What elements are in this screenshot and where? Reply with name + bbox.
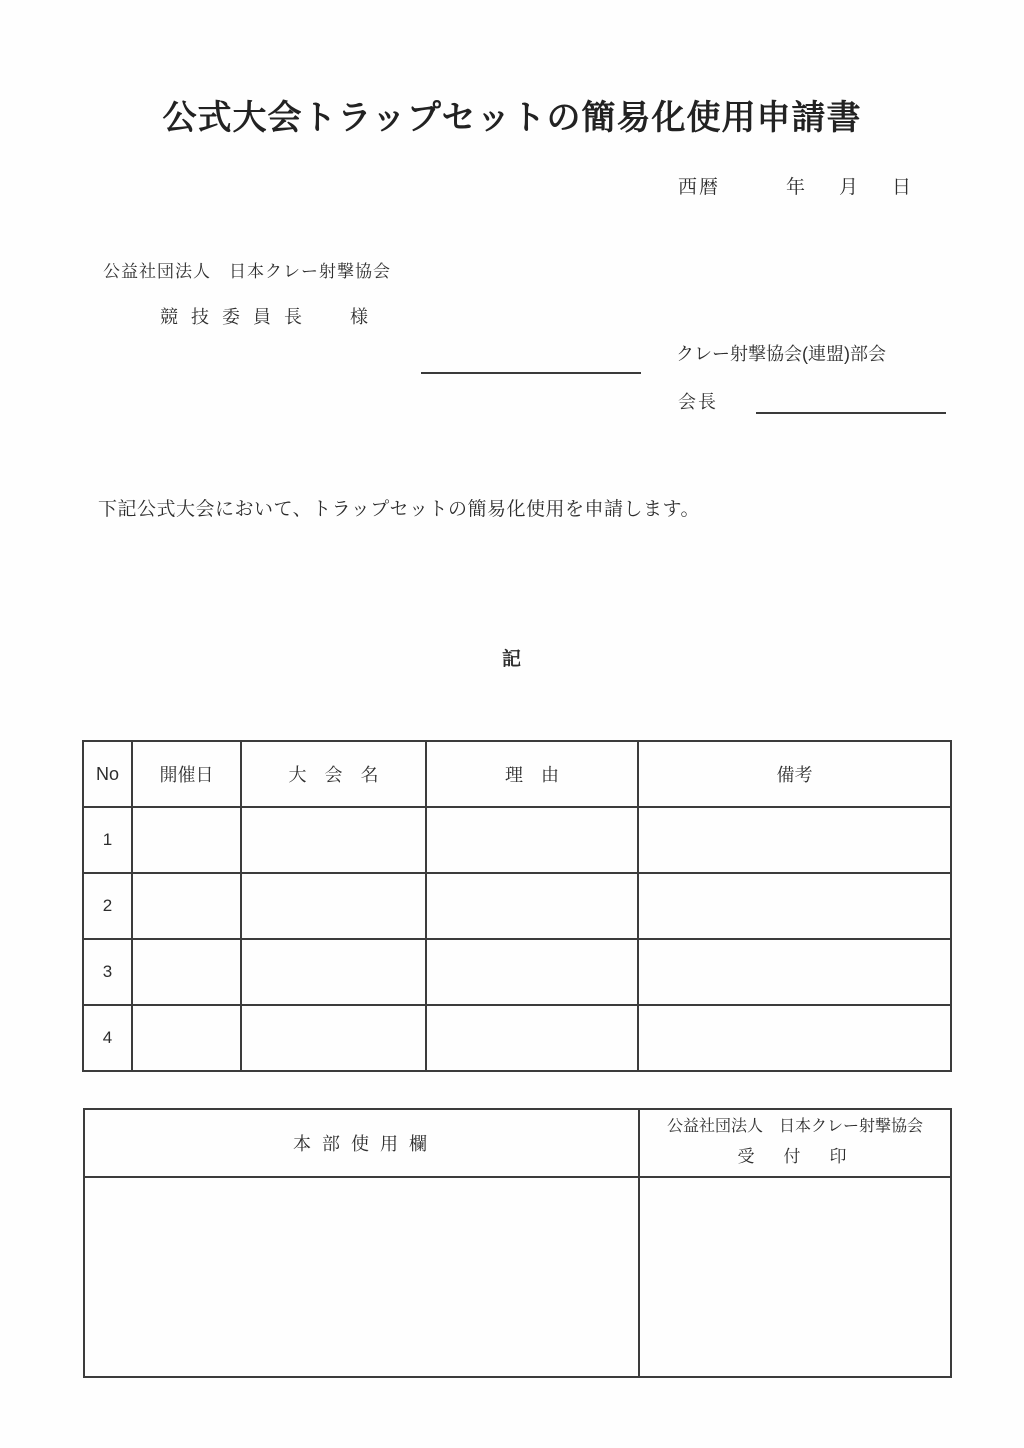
table-row xyxy=(83,1005,951,1071)
header-reason: 理 由 xyxy=(426,741,638,807)
header-date: 開催日 xyxy=(132,741,241,807)
reason-cell-empty xyxy=(426,807,638,873)
reason-cell-empty xyxy=(426,939,638,1005)
date-line xyxy=(678,172,913,199)
chairman-signature-line xyxy=(756,386,946,414)
date-cell-empty xyxy=(132,873,241,939)
competition-name-cell-empty xyxy=(241,1005,426,1071)
table-row xyxy=(83,807,951,873)
year-label: 年 xyxy=(786,177,808,198)
table-row xyxy=(83,873,951,939)
office-table-body-row xyxy=(84,1177,951,1377)
chairman-label: 会長 xyxy=(678,392,718,412)
reception-stamp-label: 受 付 印 xyxy=(737,1147,853,1167)
reception-stamp-org: 公益社団法人 日本クレー射撃協会 xyxy=(666,1118,923,1136)
recipient-organization: 公益社団法人 日本クレー射撃協会 xyxy=(103,262,391,281)
remarks-cell-empty xyxy=(638,1005,951,1071)
reason-cell-empty xyxy=(426,1005,638,1071)
office-use-area-empty xyxy=(84,1177,639,1377)
competition-name-cell-empty xyxy=(241,939,426,1005)
date-cell-empty xyxy=(132,1005,241,1071)
row-number: 4 xyxy=(83,1005,132,1071)
document-title: 公式大会トラップセットの簡易化使用申請書 xyxy=(162,99,862,137)
row-number: 2 xyxy=(83,873,132,939)
row-number: 1 xyxy=(83,807,132,873)
table-row xyxy=(83,939,951,1005)
month-label: 月 xyxy=(839,177,861,198)
application-statement: 下記公式大会において、トラップセットの簡易化使用を申請します。 xyxy=(98,499,701,520)
row-number: 3 xyxy=(83,939,132,1005)
header-no: No xyxy=(83,741,132,807)
remarks-cell-empty xyxy=(638,939,951,1005)
reason-cell-empty xyxy=(426,873,638,939)
date-cell-empty xyxy=(132,939,241,1005)
remarks-cell-empty xyxy=(638,807,951,873)
header-remarks: 備考 xyxy=(638,741,951,807)
header-competition-name: 大 会 名 xyxy=(241,741,426,807)
applicant-group-label: クレー射撃協会(連盟)部会 xyxy=(676,344,886,364)
applicant-group-blank-line xyxy=(421,346,641,374)
competition-table xyxy=(82,740,952,1072)
era-label: 西暦 xyxy=(678,177,721,198)
office-table-header-row xyxy=(84,1109,951,1177)
competition-table-header-row xyxy=(83,741,951,807)
reception-stamp-area-empty xyxy=(639,1177,951,1377)
competition-name-cell-empty xyxy=(241,873,426,939)
office-use-header: 本 部 使 用 欄 xyxy=(84,1109,639,1177)
recipient-addressee: 競 技 委 員 長 様 xyxy=(160,307,373,327)
office-use-table xyxy=(83,1108,952,1378)
note-mark: 記 xyxy=(501,649,522,670)
reception-stamp-header xyxy=(639,1109,951,1177)
day-label: 日 xyxy=(892,177,914,198)
date-cell-empty xyxy=(132,807,241,873)
remarks-cell-empty xyxy=(638,873,951,939)
competition-name-cell-empty xyxy=(241,807,426,873)
